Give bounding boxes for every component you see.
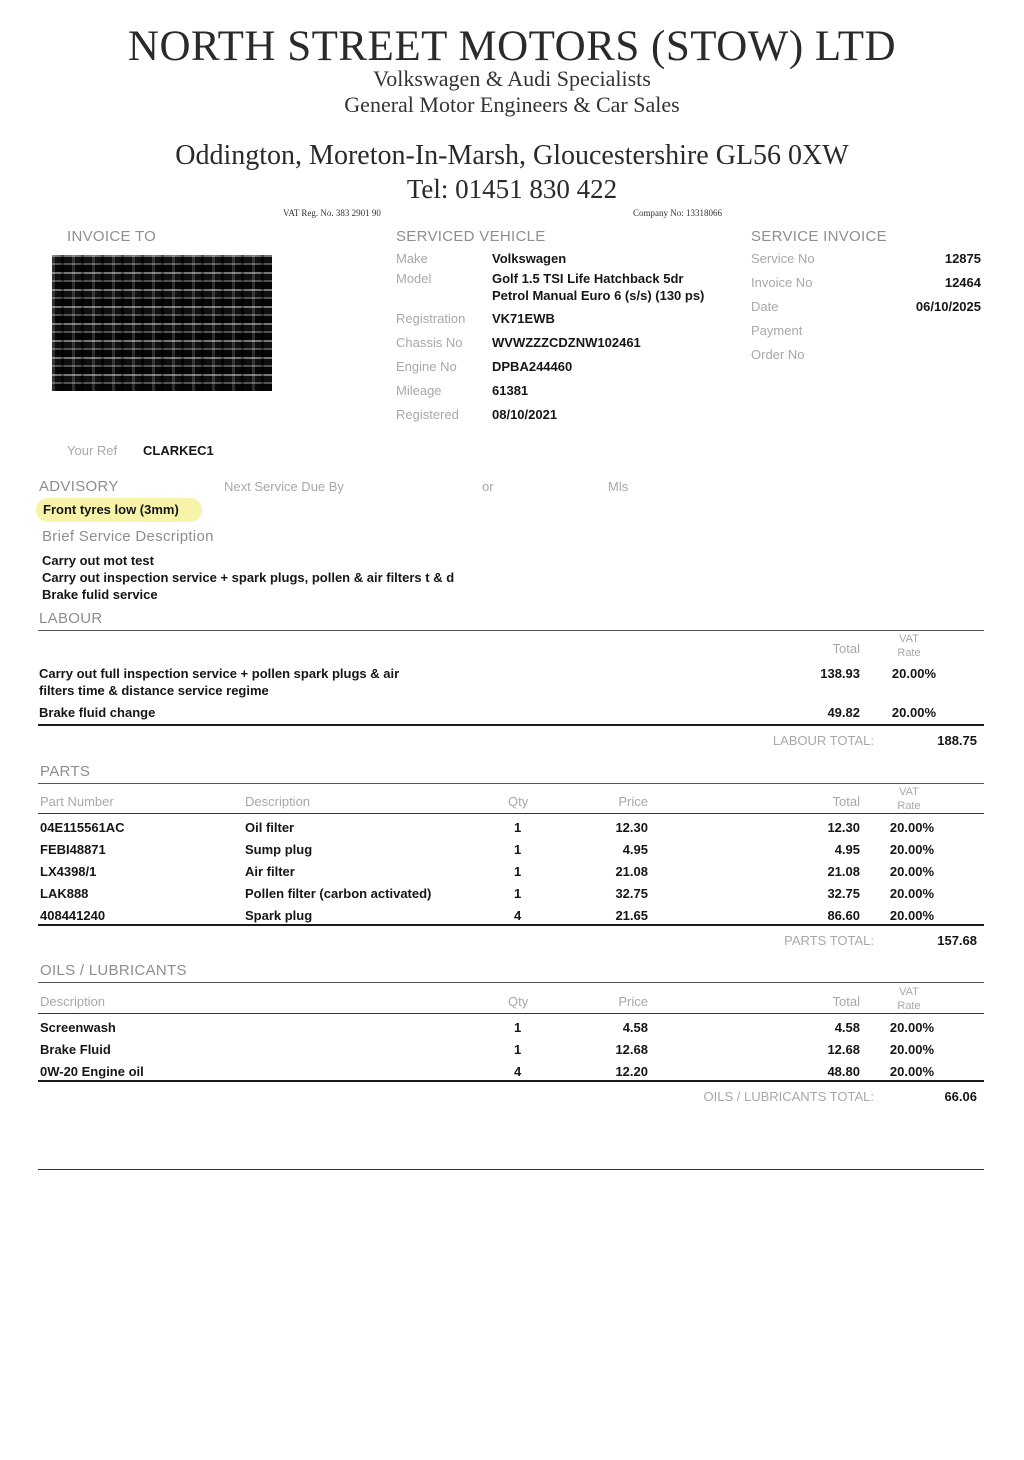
- your-ref-label: Your Ref: [67, 443, 118, 458]
- labour-rule: [38, 630, 984, 631]
- mls-label: Mls: [608, 479, 629, 494]
- parts-row-vat: 20.00%: [889, 886, 934, 901]
- model-value-line2: Petrol Manual Euro 6 (s/s) (130 ps): [492, 288, 705, 303]
- date-value: 06/10/2025: [915, 299, 981, 314]
- vat-registration: VAT Reg. No. 383 2901 90: [283, 208, 381, 218]
- registration-value: VK71EWB: [492, 311, 555, 326]
- parts-row-price: 32.75: [615, 886, 648, 901]
- company-number: Company No: 13318066: [633, 208, 722, 218]
- invoice-no-value: 12464: [944, 275, 981, 290]
- brief-service-line: Carry out mot test: [42, 553, 154, 568]
- oils-col-vat: VAT Rate: [897, 986, 921, 1012]
- footer-rule: [38, 1169, 984, 1170]
- make-label: Make: [396, 251, 428, 266]
- parts-row-qty: 4: [514, 908, 522, 923]
- redacted-address-block: [52, 255, 272, 391]
- parts-row-desc: Spark plug: [245, 908, 313, 923]
- parts-row-vat: 20.00%: [889, 820, 934, 835]
- chassis-label: Chassis No: [396, 335, 463, 350]
- oils-row-vat: 20.00%: [889, 1064, 934, 1079]
- parts-row-vat: 20.00%: [889, 908, 934, 923]
- parts-row-price: 21.08: [615, 864, 648, 879]
- service-invoice-heading: SERVICE INVOICE: [751, 228, 887, 245]
- parts-col-qty: Qty: [508, 794, 529, 809]
- oils-row-price: 4.58: [622, 1020, 648, 1035]
- parts-header-rule: [38, 813, 984, 814]
- parts-row-total: 86.60: [827, 908, 860, 923]
- service-no-label: Service No: [751, 251, 815, 266]
- serviced-vehicle-heading: SERVICED VEHICLE: [396, 228, 546, 245]
- or-label: or: [482, 479, 494, 494]
- oils-row-qty: 1: [514, 1020, 522, 1035]
- parts-col-description: Description: [245, 794, 311, 809]
- date-label: Date: [751, 299, 779, 314]
- oils-row-qty: 4: [514, 1064, 522, 1079]
- parts-total-label: PARTS TOTAL:: [784, 933, 874, 948]
- oils-row-total: 4.58: [834, 1020, 860, 1035]
- parts-row-part: LAK888: [40, 886, 89, 901]
- oils-row-price: 12.68: [615, 1042, 648, 1057]
- company-tagline: Volkswagen & Audi Specialists: [373, 66, 651, 91]
- company-telephone: Tel: 01451 830 422: [406, 174, 618, 204]
- parts-row-part: 408441240: [40, 908, 106, 923]
- parts-row-price: 12.30: [615, 820, 648, 835]
- model-label: Model: [396, 271, 432, 286]
- parts-row-vat: 20.00%: [889, 842, 934, 857]
- labour-total-value: 188.75: [937, 733, 977, 748]
- oils-heading: OILS / LUBRICANTS: [40, 962, 187, 979]
- mileage-value: 61381: [492, 383, 529, 398]
- oils-header-rule: [38, 1013, 984, 1014]
- engine-label: Engine No: [396, 359, 457, 374]
- oils-col-price: Price: [618, 994, 648, 1009]
- labour-item-total: 49.82: [827, 705, 860, 720]
- parts-row-total: 12.30: [827, 820, 860, 835]
- order-no-label: Order No: [751, 347, 805, 362]
- registered-value: 08/10/2021: [492, 407, 558, 422]
- oils-col-qty: Qty: [508, 994, 529, 1009]
- make-value: Volkswagen: [492, 251, 567, 266]
- parts-row-total: 4.95: [834, 842, 860, 857]
- oils-rule: [38, 982, 984, 983]
- next-service-label: Next Service Due By: [224, 479, 344, 494]
- oils-total-value: 66.06: [944, 1089, 977, 1104]
- labour-item-total: 138.93: [820, 666, 860, 681]
- parts-row-part: 04E115561AC: [40, 820, 125, 835]
- registration-label: Registration: [396, 311, 466, 326]
- parts-row-qty: 1: [514, 886, 522, 901]
- labour-item-desc-line2: filters time & distance service regime: [39, 683, 269, 698]
- oils-row-desc: Screenwash: [40, 1020, 116, 1035]
- parts-row-price: 21.65: [615, 908, 648, 923]
- parts-row-total: 32.75: [827, 886, 860, 901]
- chassis-value: WVWZZZCDZNW102461: [492, 335, 641, 350]
- invoice-no-label: Invoice No: [751, 275, 813, 290]
- model-value: Golf 1.5 TSI Life Hatchback 5dr: [492, 271, 684, 286]
- labour-heading: LABOUR: [39, 610, 103, 627]
- service-no-value: 12875: [944, 251, 981, 266]
- oils-row-price: 12.20: [615, 1064, 648, 1079]
- parts-row-desc: Sump plug: [245, 842, 313, 857]
- registered-label: Registered: [396, 407, 459, 422]
- parts-row-desc: Oil filter: [245, 820, 295, 835]
- labour-total-header: Total: [832, 641, 860, 656]
- parts-total-rule: [38, 924, 984, 926]
- parts-row-part: LX4398/1: [40, 864, 97, 879]
- advisory-note: Front tyres low (3mm): [43, 502, 179, 517]
- parts-col-vat: VAT Rate: [897, 786, 921, 812]
- parts-row-total: 21.08: [827, 864, 860, 879]
- parts-row-price: 4.95: [622, 842, 648, 857]
- labour-item-vat: 20.00%: [891, 666, 936, 681]
- parts-row-vat: 20.00%: [889, 864, 934, 879]
- company-address: Oddington, Moreton-In-Marsh, Gloucestershire GL56 0XW: [175, 140, 849, 171]
- parts-col-price: Price: [618, 794, 648, 809]
- oils-row-desc: Brake Fluid: [40, 1042, 111, 1057]
- labour-item-desc: Brake fluid change: [39, 705, 156, 720]
- brief-service-line: Carry out inspection service + spark plugs, pollen & air filters t & d: [42, 570, 455, 585]
- oils-row-qty: 1: [514, 1042, 522, 1057]
- parts-heading: PARTS: [40, 763, 91, 780]
- parts-col-part-number: Part Number: [40, 794, 114, 809]
- parts-row-desc: Air filter: [245, 864, 295, 879]
- oils-total-label: OILS / LUBRICANTS TOTAL:: [703, 1089, 874, 1104]
- parts-row-qty: 1: [514, 820, 522, 835]
- invoice-to-heading: INVOICE TO: [67, 228, 157, 245]
- labour-item-vat: 20.00%: [891, 705, 936, 720]
- your-ref-value: CLARKEC1: [143, 443, 214, 458]
- advisory-heading: ADVISORY: [39, 478, 119, 495]
- oils-row-vat: 20.00%: [889, 1020, 934, 1035]
- parts-row-desc: Pollen filter (carbon activated): [245, 886, 432, 901]
- labour-total-label: LABOUR TOTAL:: [772, 733, 874, 748]
- parts-col-total: Total: [832, 794, 860, 809]
- labour-total-rule: [38, 724, 984, 726]
- labour-item-desc: Carry out full inspection service + pollen spark plugs & air: [39, 666, 400, 681]
- oils-total-rule: [38, 1080, 984, 1082]
- oils-row-desc: 0W-20 Engine oil: [40, 1064, 144, 1079]
- mileage-label: Mileage: [396, 383, 442, 398]
- parts-rule: [38, 783, 984, 784]
- oils-row-total: 48.80: [827, 1064, 860, 1079]
- brief-service-line: Brake fulid service: [42, 587, 158, 602]
- parts-row-qty: 1: [514, 864, 522, 879]
- payment-label: Payment: [751, 323, 803, 338]
- company-tagline-secondary: General Motor Engineers & Car Sales: [344, 92, 680, 117]
- company-name: NORTH STREET MOTORS (STOW) LTD: [127, 23, 897, 70]
- oils-col-description: Description: [40, 994, 106, 1009]
- oils-row-vat: 20.00%: [889, 1042, 934, 1057]
- parts-row-qty: 1: [514, 842, 522, 857]
- engine-value: DPBA244460: [492, 359, 573, 374]
- oils-row-total: 12.68: [827, 1042, 860, 1057]
- parts-total-value: 157.68: [937, 933, 977, 948]
- oils-col-total: Total: [832, 994, 860, 1009]
- brief-service-heading: Brief Service Description: [42, 528, 214, 545]
- parts-row-part: FEBI48871: [40, 842, 106, 857]
- labour-vat-header: VAT Rate: [897, 633, 921, 659]
